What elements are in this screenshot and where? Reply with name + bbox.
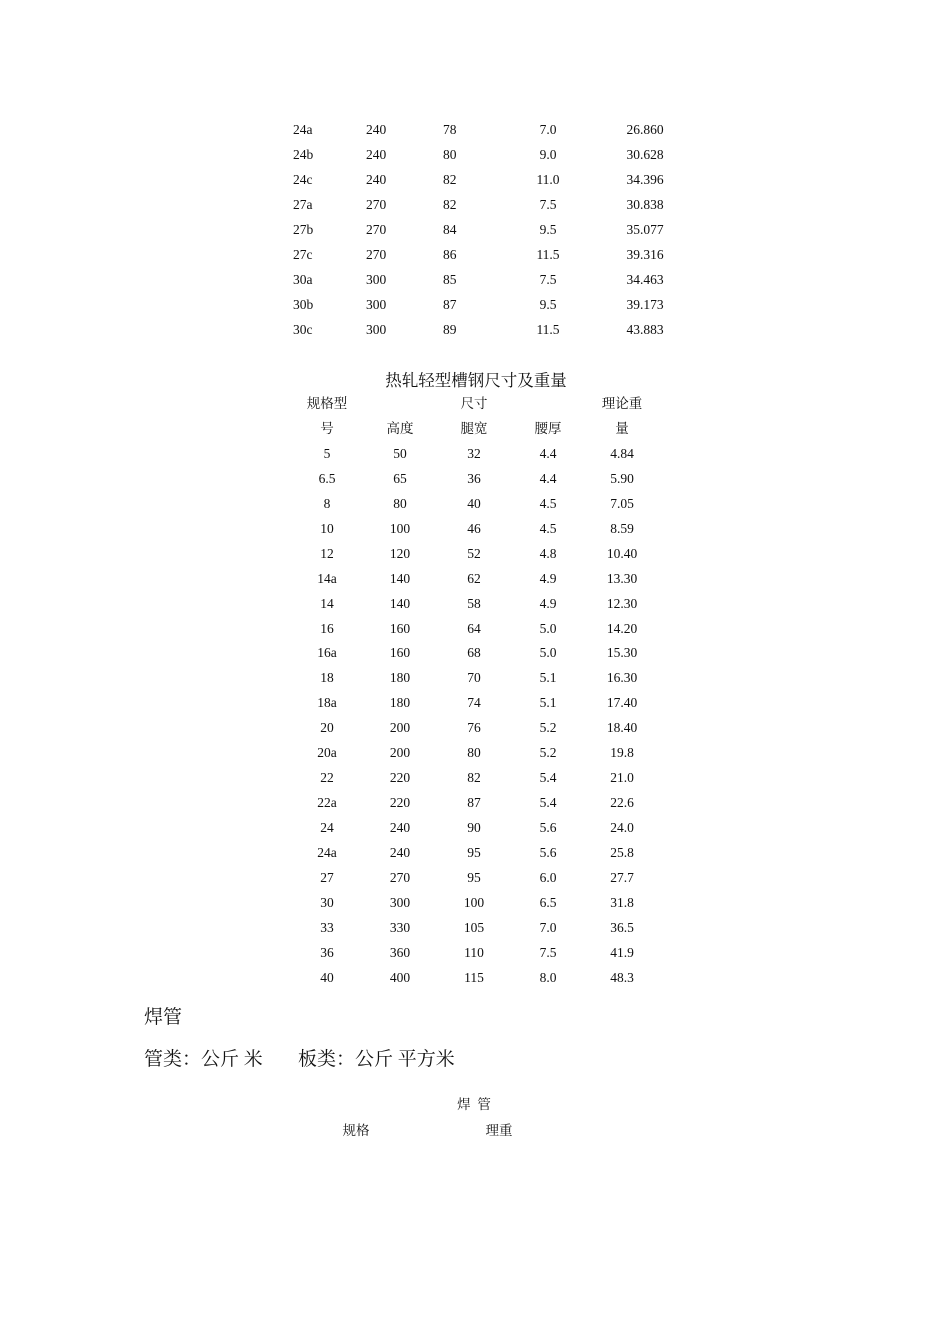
weight-cell: 14.20: [606, 620, 638, 636]
section-heading: 焊管: [144, 1007, 183, 1028]
spec-cell: 27c: [293, 247, 313, 262]
flange-cell: 89: [443, 322, 457, 337]
flange-cell: 100: [463, 894, 485, 910]
spec-cell: 36: [320, 944, 334, 960]
spec-cell: 22: [320, 770, 334, 786]
flange-cell: 64: [467, 620, 481, 636]
header-flange-width: 腿宽: [460, 421, 488, 436]
height-cell: 180: [389, 670, 411, 686]
web-cell: 5.2: [539, 745, 557, 761]
weight-cell: 30.628: [626, 147, 664, 162]
web-cell: 5.6: [539, 844, 557, 860]
spec-cell: 16a: [317, 645, 337, 661]
web-cell: 7.5: [539, 197, 557, 212]
weight-cell: 24.0: [610, 819, 634, 835]
weight-cell: 27.7: [610, 869, 634, 885]
weight-cell: 41.9: [610, 944, 634, 960]
height-cell: 360: [389, 944, 411, 960]
header-weight: 理论重: [601, 396, 643, 411]
height-cell: 240: [366, 122, 387, 137]
web-cell: 5.2: [539, 720, 557, 736]
weight-cell: 16.30: [606, 670, 638, 686]
web-cell: 7.0: [539, 122, 557, 137]
flange-cell: 62: [467, 570, 481, 586]
web-cell: 5.4: [539, 795, 557, 811]
flange-cell: 74: [467, 695, 481, 711]
spec-cell: 27b: [293, 222, 314, 237]
height-cell: 270: [366, 222, 387, 237]
flange-cell: 78: [443, 122, 457, 137]
height-cell: 270: [389, 869, 411, 885]
weight-cell: 48.3: [610, 969, 634, 985]
weight-cell: 15.30: [606, 645, 638, 661]
flange-cell: 52: [467, 545, 481, 561]
height-cell: 80: [393, 495, 407, 511]
flange-cell: 82: [443, 172, 457, 187]
web-cell: 4.8: [539, 545, 557, 561]
spec-cell: 24b: [293, 147, 314, 162]
spec-cell: 20: [320, 720, 334, 736]
web-cell: 6.5: [539, 894, 557, 910]
web-cell: 9.5: [539, 222, 557, 237]
spec-cell: 18a: [317, 695, 337, 711]
web-cell: 4.5: [539, 520, 557, 536]
weight-cell: 4.84: [610, 446, 634, 461]
height-cell: 300: [366, 272, 387, 287]
flange-cell: 80: [443, 147, 457, 162]
height-cell: 50: [393, 446, 407, 461]
weight-cell: 25.8: [610, 844, 634, 860]
spec-cell: 30c: [293, 322, 313, 337]
height-cell: 240: [389, 844, 411, 860]
height-cell: 200: [389, 745, 411, 761]
spec-cell: 14: [320, 595, 334, 611]
height-cell: 240: [366, 172, 387, 187]
height-cell: 220: [389, 770, 411, 786]
header-dimensions: 尺寸: [460, 396, 488, 411]
flange-cell: 46: [467, 520, 481, 536]
height-cell: 100: [389, 520, 411, 536]
header-spec-cont: 号: [320, 421, 334, 436]
weight-cell: 18.40: [606, 720, 638, 736]
web-cell: 6.0: [539, 869, 557, 885]
spec-cell: 27: [320, 869, 334, 885]
web-cell: 5.6: [539, 819, 557, 835]
height-cell: 140: [389, 595, 411, 611]
flange-cell: 86: [443, 247, 457, 262]
spec-cell: 27a: [293, 197, 313, 212]
weight-cell: 26.860: [626, 122, 664, 137]
spec-cell: 33: [320, 919, 334, 935]
spec-cell: 40: [320, 969, 334, 985]
weight-cell: 22.6: [610, 795, 634, 811]
weight-cell: 39.173: [626, 297, 664, 312]
height-cell: 160: [389, 645, 411, 661]
flange-cell: 80: [467, 745, 481, 761]
height-cell: 200: [389, 720, 411, 736]
weight-cell: 8.59: [610, 520, 634, 536]
header-web-thickness: 腰厚: [534, 421, 562, 436]
header-weight-cont: 量: [615, 421, 629, 436]
web-cell: 11.0: [536, 172, 560, 187]
spec-cell: 5: [323, 446, 331, 461]
flange-cell: 68: [467, 645, 481, 661]
spec-cell: 10: [320, 520, 334, 536]
spec-cell: 6.5: [318, 470, 336, 486]
header-theoretical-weight: 理重: [485, 1123, 513, 1138]
spec-cell: 24a: [317, 844, 337, 860]
flange-cell: 82: [443, 197, 457, 212]
spec-cell: 24: [320, 819, 334, 835]
spec-cell: 14a: [317, 570, 337, 586]
web-cell: 8.0: [539, 969, 557, 985]
spec-cell: 24c: [293, 172, 313, 187]
weight-cell: 13.30: [606, 570, 638, 586]
header-spec: 规格型: [306, 396, 348, 411]
height-cell: 140: [389, 570, 411, 586]
weight-cell: 21.0: [610, 770, 634, 786]
height-cell: 180: [389, 695, 411, 711]
weight-cell: 36.5: [610, 919, 634, 935]
flange-cell: 85: [443, 272, 457, 287]
spec-cell: 30a: [293, 272, 313, 287]
header-height: 高度: [386, 421, 414, 436]
spec-cell: 8: [323, 495, 331, 511]
weight-cell: 31.8: [610, 894, 634, 910]
flange-cell: 115: [464, 969, 484, 985]
flange-cell: 82: [467, 770, 481, 786]
spec-cell: 16: [320, 620, 334, 636]
flange-cell: 110: [464, 944, 484, 960]
spec-cell: 18: [320, 670, 334, 686]
units-pipe: 管类：公斤 米: [144, 1049, 263, 1070]
weight-cell: 35.077: [626, 222, 664, 237]
height-cell: 240: [366, 147, 387, 162]
height-cell: 160: [389, 620, 411, 636]
weight-cell: 43.883: [626, 322, 664, 337]
flange-cell: 105: [463, 919, 485, 935]
flange-cell: 87: [467, 795, 481, 811]
height-cell: 120: [389, 545, 411, 561]
web-cell: 7.5: [539, 944, 557, 960]
flange-cell: 32: [467, 446, 481, 461]
spec-cell: 20a: [317, 745, 337, 761]
web-cell: 4.5: [539, 495, 557, 511]
units-plate: 板类：公斤 平方米: [298, 1049, 455, 1070]
weight-cell: 10.40: [606, 545, 638, 561]
height-cell: 300: [366, 322, 387, 337]
height-cell: 270: [366, 247, 387, 262]
header-spec: 规格: [342, 1123, 370, 1138]
web-cell: 4.9: [539, 570, 557, 586]
flange-cell: 58: [467, 595, 481, 611]
spec-cell: 24a: [293, 122, 313, 137]
spec-cell: 30b: [293, 297, 314, 312]
flange-cell: 40: [467, 495, 481, 511]
spec-cell: 12: [320, 545, 334, 561]
web-cell: 4.4: [539, 470, 557, 486]
web-cell: 5.1: [539, 695, 557, 711]
web-cell: 5.0: [539, 620, 557, 636]
flange-cell: 90: [467, 819, 481, 835]
table-title: 热轧轻型槽钢尺寸及重量: [385, 371, 567, 390]
web-cell: 9.5: [539, 297, 557, 312]
flange-cell: 87: [443, 297, 457, 312]
welded-pipe-title: 焊 管: [457, 1097, 491, 1112]
weight-cell: 7.05: [610, 495, 634, 511]
height-cell: 330: [389, 919, 411, 935]
height-cell: 300: [366, 297, 387, 312]
web-cell: 5.4: [539, 770, 557, 786]
web-cell: 7.5: [539, 272, 557, 287]
weight-cell: 34.396: [626, 172, 664, 187]
weight-cell: 19.8: [610, 745, 634, 761]
weight-cell: 12.30: [606, 595, 638, 611]
web-cell: 11.5: [536, 247, 560, 262]
height-cell: 270: [366, 197, 387, 212]
web-cell: 11.5: [536, 322, 560, 337]
flange-cell: 84: [443, 222, 457, 237]
height-cell: 240: [389, 819, 411, 835]
web-cell: 5.0: [539, 645, 557, 661]
flange-cell: 70: [467, 670, 481, 686]
flange-cell: 36: [467, 470, 481, 486]
web-cell: 5.1: [539, 670, 557, 686]
weight-cell: 17.40: [606, 695, 638, 711]
height-cell: 400: [389, 969, 411, 985]
height-cell: 220: [389, 795, 411, 811]
flange-cell: 95: [467, 869, 481, 885]
spec-cell: 22a: [317, 795, 337, 811]
weight-cell: 39.316: [626, 247, 664, 262]
web-cell: 9.0: [539, 147, 557, 162]
weight-cell: 30.838: [626, 197, 664, 212]
spec-cell: 30: [320, 894, 334, 910]
height-cell: 65: [393, 470, 407, 486]
web-cell: 4.9: [539, 595, 557, 611]
weight-cell: 5.90: [610, 470, 634, 486]
web-cell: 7.0: [539, 919, 557, 935]
flange-cell: 76: [467, 720, 481, 736]
height-cell: 300: [389, 894, 411, 910]
web-cell: 4.4: [539, 446, 557, 461]
weight-cell: 34.463: [626, 272, 664, 287]
flange-cell: 95: [467, 844, 481, 860]
